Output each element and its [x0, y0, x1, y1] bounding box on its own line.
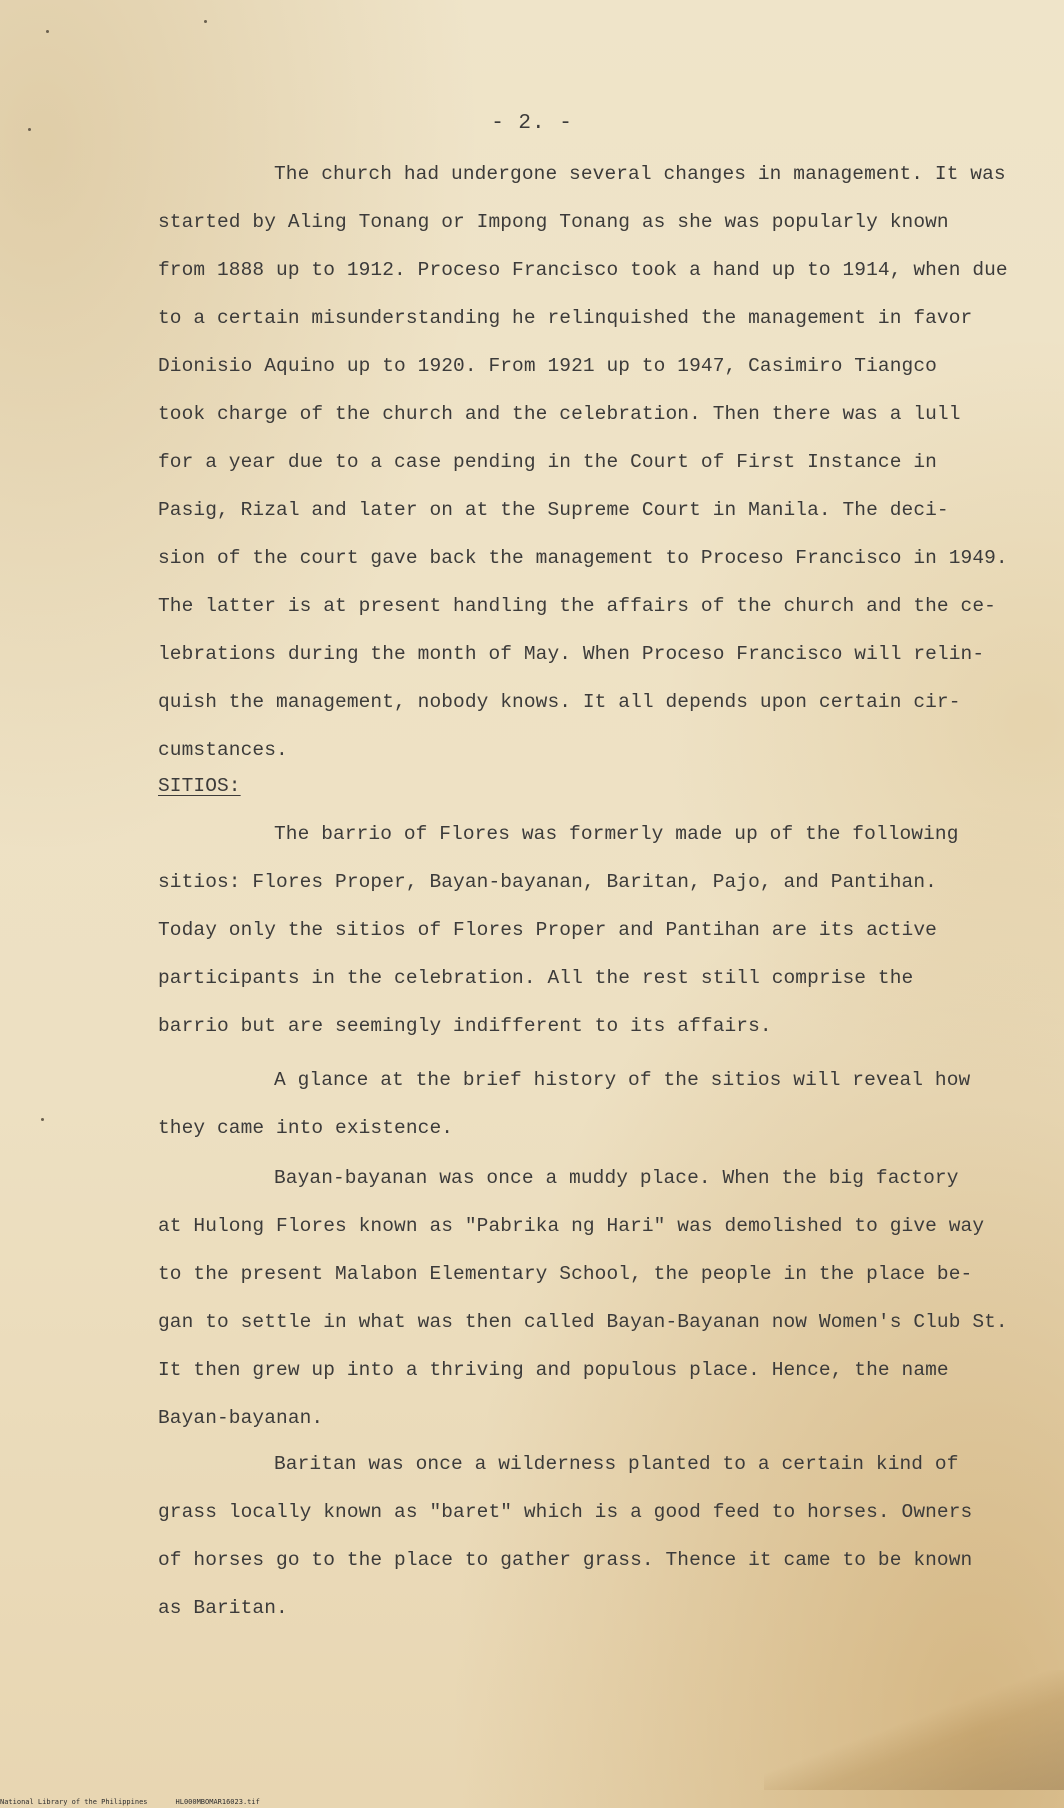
section-heading-sitios: SITIOS: [158, 775, 241, 797]
text-line: started by Aling Tonang or Impong Tonang as she was popularly known [158, 211, 949, 233]
section-heading-line [158, 762, 1038, 810]
text-line: Bayan-bayanan was once a muddy place. When the big factory [274, 1167, 959, 1189]
text-line: of horses go to the place to gather grass. Thence it came to be known [158, 1549, 973, 1571]
paper-speck [46, 30, 49, 33]
paragraph-baritan [158, 1440, 1038, 1632]
text-line: to the present Malabon Elementary School, the people in the place be- [158, 1263, 973, 1285]
text-line: lebrations during the month of May. When Proceso Francisco will relin- [158, 643, 985, 665]
text-line: The church had undergone several changes in management. It was [274, 163, 1006, 185]
text-line: sitios: Flores Proper, Bayan-bayanan, Baritan, Pajo, and Pantihan. [158, 871, 937, 893]
text-line: grass locally known as "baret" which is a good feed to horses. Owners [158, 1501, 973, 1523]
paragraph-sitios-list [158, 810, 1038, 1050]
text-line: Dionisio Aquino up to 1920. From 1921 up to 1947, Casimiro Tiangco [158, 355, 937, 377]
text-line: Pasig, Rizal and later on at the Supreme Court in Manila. The deci- [158, 499, 949, 521]
footer-library-name: National Library of the Philippines [0, 1798, 148, 1806]
text-line: for a year due to a case pending in the Court of First Instance in [158, 451, 937, 473]
text-line: quish the management, nobody knows. It all depends upon certain cir- [158, 691, 961, 713]
text-line: Baritan was once a wilderness planted to a certain kind of [274, 1453, 959, 1475]
paper-speck [204, 20, 207, 23]
text-line: they came into existence. [158, 1117, 454, 1139]
text-line: participants in the celebration. All the rest still comprise the [158, 967, 914, 989]
text-line: The latter is at present handling the affairs of the church and the ce- [158, 595, 996, 617]
text-line: sion of the court gave back the management to Proceso Francisco in 1949. [158, 547, 1008, 569]
text-line: took charge of the church and the celebration. Then there was a lull [158, 403, 961, 425]
paper-fold-shadow [764, 1670, 1064, 1790]
paragraph-bayan-bayanan [158, 1154, 1038, 1442]
text-line: cumstances. [158, 739, 288, 761]
section-heading-sitios-block [158, 762, 1038, 810]
text-line: gan to settle in what was then called Bayan-Bayanan now Women's Club St. [158, 1311, 1008, 1333]
text-line: The barrio of Flores was formerly made up of the following [274, 823, 959, 845]
text-line: barrio but are seemingly indifferent to its affairs. [158, 1015, 772, 1037]
paper-speck [41, 1118, 44, 1121]
text-line: at Hulong Flores known as "Pabrika ng Hari" was demolished to give way [158, 1215, 985, 1237]
text-line: Bayan-bayanan. [158, 1407, 324, 1429]
paragraph-glance [158, 1056, 1038, 1152]
page-number: - 2. - [491, 112, 573, 135]
text-line: from 1888 up to 1912. Proceso Francisco took a hand up to 1914, when due [158, 259, 1008, 281]
text-line: Today only the sitios of Flores Proper and Pantihan are its active [158, 919, 937, 941]
footer-file-name: HL000MBOMAR16023.tif [175, 1798, 260, 1806]
paragraph-church-management [158, 150, 1038, 774]
text-line: A glance at the brief history of the sitios will reveal how [274, 1069, 971, 1091]
text-line: It then grew up into a thriving and populous place. Hence, the name [158, 1359, 949, 1381]
archive-footer [0, 1798, 260, 1806]
text-line: as Baritan. [158, 1597, 288, 1619]
text-line: to a certain misunderstanding he relinquished the management in favor [158, 307, 973, 329]
